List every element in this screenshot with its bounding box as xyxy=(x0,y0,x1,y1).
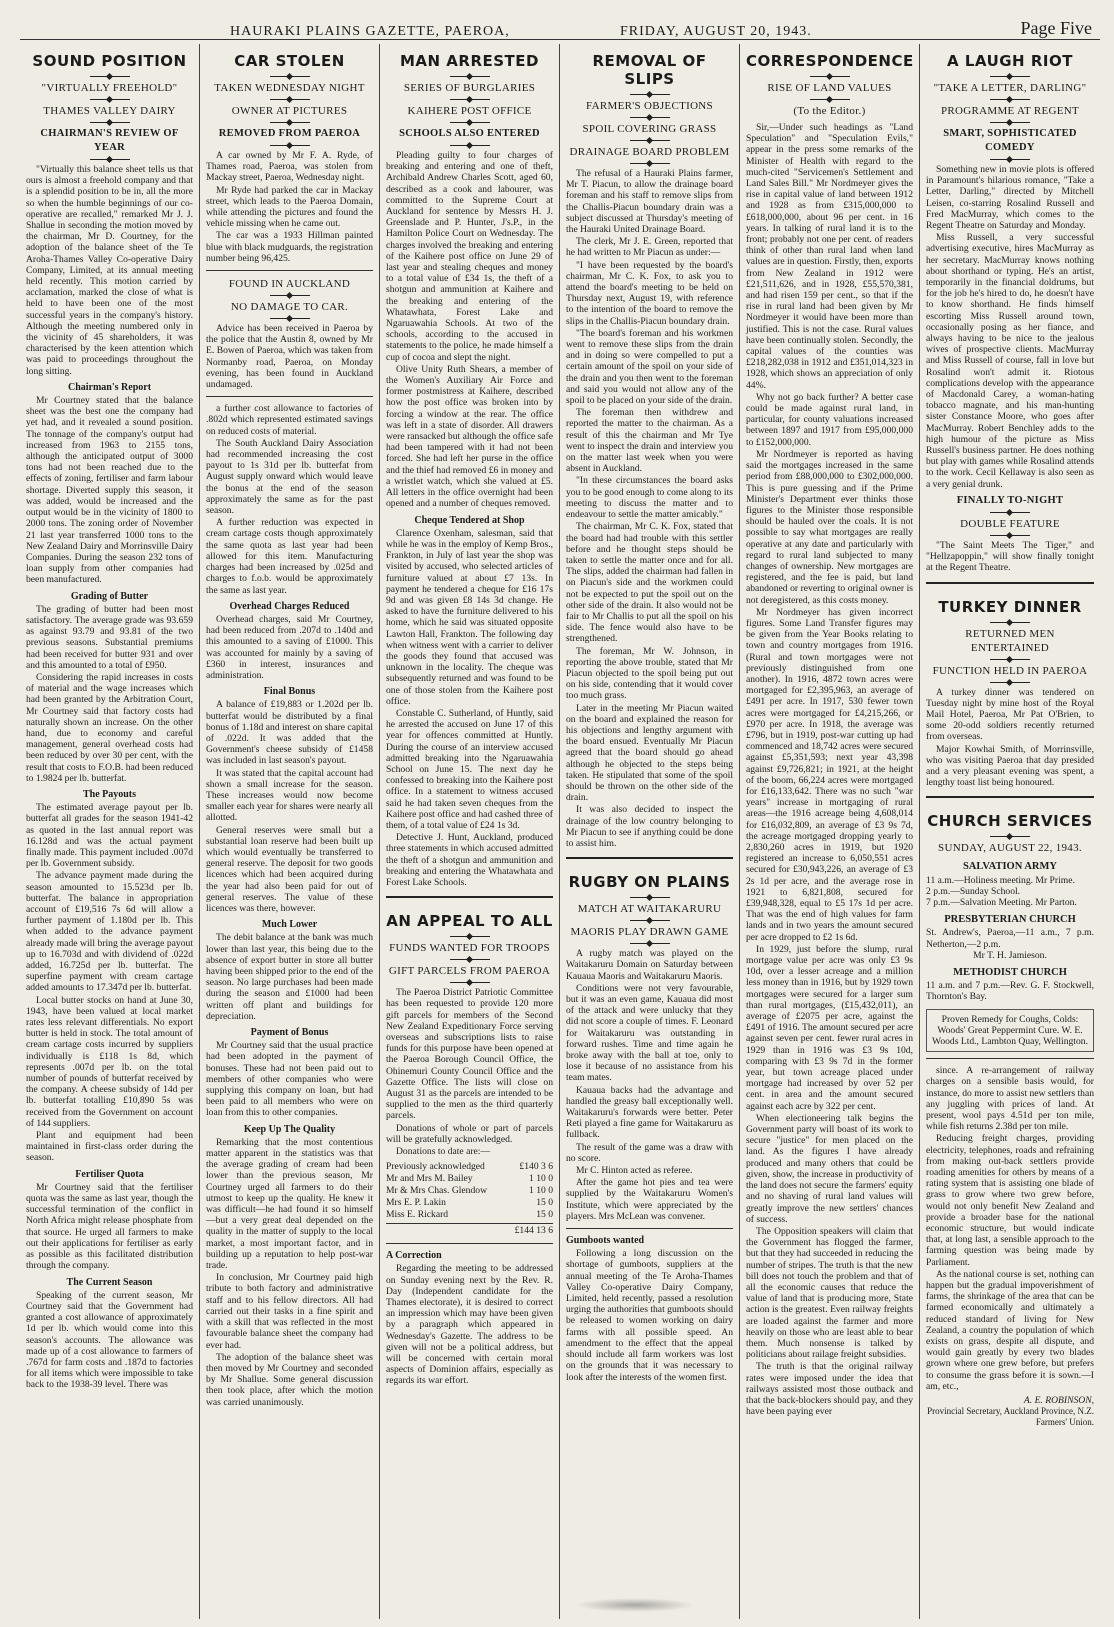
donation-row xyxy=(386,1209,553,1221)
section-title: Overhead Charges Reduced xyxy=(229,600,350,612)
column-4 xyxy=(560,44,740,1619)
divider-rule xyxy=(386,1243,553,1244)
paragraph: Mr Courtney said that the usual practice had been adopted in the payment of bonuses. These had not been paid out to members of other companies who were supplying this company on loan, but had been paid to all members who were on loan from this to other companies. xyxy=(206,1040,373,1119)
paragraph: Mr Courtney said that the fertiliser quota was the same as last year, though the successful termination of the conflict in North Africa might release phosphate from that source. He urged all farmers to make out their applications for fertiliser as early as possible as this facilitated distribution through the company. xyxy=(26,1181,193,1272)
headline: RUGBY ON PLAINS xyxy=(568,873,731,892)
service-line: 11 a.m.—Holiness meeting. Mr Prime. xyxy=(926,874,1075,886)
headline: CHURCH SERVICES xyxy=(927,812,1093,831)
divider-ornament xyxy=(630,94,670,95)
subheadline: MATCH AT WAITAKARURU xyxy=(577,903,722,916)
paragraph: It was stated that the capital account had shown a small increase for the season. These increases would now become smaller each year for shares were nearly all allotted. xyxy=(206,767,373,824)
divider-rule xyxy=(206,396,373,397)
article-man-arrested xyxy=(386,52,553,888)
section-title: Payment of Bonus xyxy=(250,1027,329,1039)
subheadline: THAMES VALLEY DAIRY xyxy=(43,105,176,117)
article-correspondence xyxy=(746,52,913,1417)
paragraph: "In these circumstances the board asks you to be good enough to come along to its meeting to discuss the matter and to endeavour to settle the matter amicably." xyxy=(566,475,733,521)
divider-ornament xyxy=(990,622,1030,623)
subheadline: NO DAMAGE TO CAR. xyxy=(230,301,349,314)
paragraph: Kauaua backs had the advantage and handled the greasy ball exceptionally well. Waitakaruru's forwards were better. Peter Reti played a fine game for Waitakaruru as fullback. xyxy=(566,1084,733,1141)
subheadline: MAORIS PLAY DRAWN GAME xyxy=(570,926,729,939)
paragraph: Remarking that the most contentious matter apparent in the statistics was that the average grading of cream had been lower than the previous season, Mr Courtney urged all farmers to do their utmost to keep up the quality. He knew it was difficult—he had found it so himself—but a very great deal depended on the quality in the matter of supply to the local market, a most important factor, and in building up a reputation to help post-war trade. xyxy=(206,1136,373,1272)
donation-row xyxy=(386,1173,553,1185)
article-car-stolen xyxy=(206,52,373,1408)
service-line: 11 a.m. and 7 p.m.—Rev. G. F. Stockwell, Thornton's Bay. xyxy=(926,980,1094,1003)
paragraph: The truth is that the original railway rates were imposed under the idea that railways assisted most those outback and that the back-blockers should pay, and they have been paying ever xyxy=(746,1361,913,1418)
letter-signature: A. E. ROBINSON, xyxy=(1023,1395,1094,1407)
paragraph: Sir,—Under such headings as "Land Speculation" and "Speculation Evils," appear in the press some remarks of the Minister of Health with regard to the much-cited "Servicemen's Settlement and Land Sales Bill." Mr Nordmeyer gives the rise in capital value of land between 1912 and 1928 as from £315,000,000 to £618,000,000, about 96 per cent. in 16 years. In talking of rural land it is to the front; probably not one per cent. of readers think of other than rural land when land values are in question. Firstly, then, exports from New Zealand in 1912 were £21,511,626, and in 1928, £55,570,381, and had risen 159 per cent., so that if the rise in rural land had been given by Mr Nordmeyer it would have been more than justified. This is not the case. Rural values have been continually stolen. Secondly, the capital values of the counties was £218,282,038 in 1912 and £351,014,323 in 1928, which shows an appreciation of only 44%. xyxy=(746,122,913,391)
donor-name: Previously acknowledged xyxy=(386,1161,485,1173)
paragraph: Why not go back further? A better case could be made against rural land, in particular, for county valuations increased between 1897 and 1917 from £95,000,000 to £152,000,000. xyxy=(746,391,913,448)
headline: AN APPEAL TO ALL xyxy=(386,912,553,931)
donor-name: Mrs E. P. Lakin xyxy=(386,1197,446,1209)
paragraph: The refusal of a Hauraki Plains farmer, Mr T. Piacun, to allow the drainage board foreman and his staff to remove slips from the Challis-Piacun boundary drain was a subject discussed at Thursday's meeting of the Hauraki United Drainage Board. xyxy=(566,168,733,236)
paragraph: In 1929, just before the slump, rural mortgage value per acre was only £3 9s 10d, over a lesser acreage and a million less money than in 1916, but by 1929 town mortgages were secured for a larger sum than rural mortgages, (£15,432,011), an average of £2075 per acre, against the £491 of 1916. The amount secured per acre against seven per cent. fewer rural acres in 1929 than in 1916 was £3 9s 10d, comparing with £3 9s 7d in the former year, but town acreage placed under mortgage had increased by over 52 per cent. in area and the amount secured against each acre by 322 per cent. xyxy=(746,943,913,1112)
divider-ornament xyxy=(270,99,310,100)
subheadline: RISE OF LAND VALUES xyxy=(767,82,892,94)
paragraph: The foreman, Mr W. Johnson, in reporting the above trouble, stated that Mr Piacun objected to the spoil being put out on his side, contending that it would cover too much grass. xyxy=(566,645,733,702)
page-number: Page Five xyxy=(1020,18,1092,38)
column-3 xyxy=(380,44,560,1619)
divider-ornament xyxy=(450,982,490,983)
section-title: Grading of Butter xyxy=(70,590,149,602)
divider-ornament xyxy=(90,99,130,100)
donation-amount: 15 0 xyxy=(536,1209,553,1221)
donation-amount: 1 10 0 xyxy=(529,1185,553,1197)
paragraph: Reducing freight charges, providing electricity, telephones, roads and refraining from making out-back settlers provide roading amenities for others by means of a rating system that is assisting one blade of grass to grow where two grew before, would not only benefit New Zealand and provide a broader base for the national economic structure, but would indicate that, at long last, a sensible approach to the farming question was being made by Parliament. xyxy=(926,1133,1094,1268)
church-name: SALVATION ARMY xyxy=(962,861,1058,873)
article-rugby xyxy=(566,857,733,1383)
headline: SOUND POSITION xyxy=(32,52,187,70)
headline: A LAUGH RIOT xyxy=(947,52,1073,70)
paragraph: The debit balance at the bank was much lower than last year, this being due to the absence of export butter in store all butter having been shipped prior to the end of the season. No large purchases had been made during the season and £1000 had been written off plant and buildings for depreciation. xyxy=(206,932,373,1022)
donation-row xyxy=(386,1161,553,1173)
section-title: A Correction xyxy=(386,1250,442,1262)
paragraph: The car was a 1933 Hillman painted blue with black mudguards, the registration number being 96,425. xyxy=(206,230,373,264)
paragraph: Conditions were not very favourable, but it was an even game, Kauaua did most of the attack and were unlucky that they did not score a couple of times. F. Leonard for Waitakaruru was outstanding in forward rushes. Time and time again he broke away with the ball at toe, only to lose it because of no assistance from his team mates. xyxy=(566,982,733,1084)
paper-title: HAURAKI PLAINS GAZETTE, PAEROA, xyxy=(230,24,510,39)
paragraph: Pleading guilty to four charges of breaking and entering and one of theft, Archibald Andrew Charles Scott, aged 60, described as a cook and labourer, was committed to the Supreme Court at Auckland for sentence by Messrs H. J. Greenslade and P. Hunter, J's.P., in the Hamilton Police Court on Wednesday. The charges involved the breaking and entering of the Kaihere post office on June 29 of last year and stealing cheques and money to a total value of £34 1s, the theft of a shotgun and ammunition at Kaihere and the breaking and entering of the Whatawhata, Forest Lake and Ngaruawahia Schools. At two of the schools, according to the accused in statements to the police, he made himself a cup of cocoa and slept the night. xyxy=(386,150,553,363)
service-line: Mr T. H. Jamieson. xyxy=(973,949,1047,961)
column-1 xyxy=(20,44,200,1619)
subheadline: SERIES OF BURGLARIES xyxy=(403,82,536,94)
donation-total: £144 13 6 xyxy=(386,1223,553,1237)
divider-ornament xyxy=(990,659,1030,660)
section-title: Much Lower xyxy=(261,919,318,931)
subheadline: KAIHERE POST OFFICE xyxy=(407,105,532,117)
divider-ornament xyxy=(450,936,490,937)
column-2 xyxy=(200,44,380,1619)
donation-row xyxy=(386,1197,553,1209)
divider-ornament xyxy=(270,122,310,123)
donation-amount: £140 3 6 xyxy=(519,1161,553,1173)
paragraph: As the national course is set, nothing can happen but the gradual impoverishment of farms, the shrinkage of the area that can be farmed economically and ultimately a reduced standard of living for New Zealand, a country the population of which exists on grass, despite all dispute, and would gain greatly by every two blades grown where one grew before, but prefers to consume the grass before it is sown.—I am, etc., xyxy=(926,1268,1094,1392)
divider-ornament xyxy=(990,99,1030,100)
newspaper-columns xyxy=(20,44,1100,1619)
section-title: Cheque Tendered at Shop xyxy=(414,514,525,526)
subheadline: FUNDS WANTED FOR TROOPS xyxy=(389,942,550,955)
paragraph: A rugby match was played on the Waitakaruru Domain on Saturday between Kauaua Maoris and Waitakaruru Maoris. xyxy=(566,948,733,982)
section-title: The Current Season xyxy=(66,1276,153,1288)
donation-amount: 15 0 xyxy=(536,1197,553,1209)
divider-ornament xyxy=(90,159,130,160)
subheadline: "TAKE A LETTER, DARLING" xyxy=(933,82,1087,94)
divider-rule xyxy=(566,1228,733,1229)
paragraph: Mr Nordmeyer is reported as having said the mortgages increased in the same period from £88,000,000 to £302,000,000. This is pure guessing and if the Prime Minister's Department ever thinks those figures to the Minister those responsible should be hauled over the coals. It is not possible to say what mortgages are really operative at any date and particularly with regard to rural land subjected to many changes of ownership. New mortgages are registered, and the fee is paid, but land abandoned or reverting to original owner is not deregistered, as this costs money. xyxy=(746,448,913,606)
section-title: Chairman's Report xyxy=(67,381,152,393)
headline: MAN ARRESTED xyxy=(399,52,539,70)
subheadline: SMART, SOPHISTICATED COMEDY xyxy=(943,128,1077,153)
issue-date: FRIDAY, AUGUST 20, 1943. xyxy=(620,24,812,39)
paragraph: After the game hot pies and tea were supplied by the Waitakaruru Women's Institute, which were appreciated by the players. Mrs McLean was convener. xyxy=(566,1177,733,1222)
paragraph: Advice has been received in Paeroa by the police that the Austin 8, owned by Mr E. Bowen of Paeroa, which was taken from Normanby road, Paeroa, on Monday evening, has been found in Auckland undamaged. xyxy=(206,323,373,391)
paragraph: "Virtually this balance sheet tells us that ours is almost a freehold company and that is a splendid position to be in, all the more so when the humble beginnings of our co-operative are recalled," remarked Mr J. J. Shallue in seconding the motion moved by the chairman, Mr D. Courtney, for the adoption of the balance sheet of the Te Aroha-Thames Valley Co-operative Dairy Company, Limited, at its annual meeting held recently. This motion carried by acclamation, marked the close of what is held to have been one of the most successful years in the company's history. Although the meeting numbered only in the vicinity of 45 shareholders, it was characterised by the keen attention which was paid to proceedings throughout the long sitting. xyxy=(26,164,193,377)
donor-name: Miss E. Rickard xyxy=(386,1209,449,1221)
divider-ornament xyxy=(270,318,310,319)
article-removal-of-slips xyxy=(566,52,733,849)
divider-ornament xyxy=(810,76,850,77)
paragraph: Donations to date are:— xyxy=(396,1146,491,1158)
paragraph: Later in the meeting Mr Piacun waited on the board and explained the reason for his objections and lengthy argument with the board ensued. Eventually Mr Piacun agreed that the board should go ahead although he objected to the steps being taken. He stipulated that some of the spoil should be thrown on the other side of the drain. xyxy=(566,702,733,804)
service-line: St. Andrew's, Paeroa,—11 a.m., 7 p.m. Netherton,—2 p.m. xyxy=(926,927,1094,950)
divider-ornament xyxy=(90,76,130,77)
divider-ornament xyxy=(990,122,1030,123)
paragraph: A balance of £19,883 or 1.202d per lb. butterfat would be distributed by a final bonus of 1.18d and interest on share capital of .022d. It was added that the Government's cheese subsidy of £1458 was included in last season's payout. xyxy=(206,699,373,767)
paragraph: Detective J. Hunt, Auckland, produced three statements in which accused admitted the theft of a shotgun and ammunition and breaking and entering the Whatawhata and Forest Lake Schools. xyxy=(386,832,553,888)
subheadline: OWNER AT PICTURES xyxy=(231,105,348,117)
divider-ornament xyxy=(270,76,310,77)
paragraph: The clerk, Mr J. E. Green, reported that he had written to Mr Piacun as under:— xyxy=(566,236,733,259)
section-title: Final Bonus xyxy=(263,686,316,698)
divider-ornament xyxy=(630,943,670,944)
subheadline: "VIRTUALLY FREEHOLD" xyxy=(41,82,178,94)
subheadline: CHAIRMAN'S REVIEW OF YEAR xyxy=(40,128,179,153)
donor-name: Mr and Mrs M. Bailey xyxy=(386,1173,473,1185)
subheadline: PROGRAMME AT REGENT xyxy=(940,105,1080,117)
divider-ornament xyxy=(450,959,490,960)
paragraph: Mr C. Hinton acted as referee. xyxy=(576,1165,693,1177)
divider-ornament xyxy=(810,99,850,100)
subheadline: REMOVED FROM PAEROA xyxy=(218,128,361,139)
paragraph: The result of the game was a draw with no score. xyxy=(566,1141,733,1164)
divider-ornament xyxy=(990,512,1030,513)
paragraph: "I have been requested by the board's chairman, Mr C. K. Fox, to ask you to attend the board's meeting to be held on Thursday next, August 19, with reference to the intention of the board to remove the slips in the Challis-Piacun boundary drain. xyxy=(566,259,733,327)
paragraph: The foreman then withdrew and reported the matter to the chairman. As a result of this the chairman and Mr Tye went to inspect the drain and interview you on the matter last week when you were absent in Auckland. xyxy=(566,407,733,475)
paragraph: Plant and equipment had been maintained in first-class order during the season. xyxy=(26,1130,193,1164)
church-name: PRESBYTERIAN CHURCH xyxy=(944,914,1076,926)
donation-row xyxy=(386,1185,553,1197)
divider-ornament xyxy=(630,897,670,898)
divider-ornament xyxy=(450,145,490,146)
divider-rule xyxy=(206,270,373,271)
paragraph: The advance payment made during the season amounted to 15.523d per lb. butterfat. The balance in appropriation account of £19,516 7s 6d will allow a further payment of 1.180d per lb. This when added to the advance payment already made will bring the average payout up to 16.703d and with dividend of .022d added, 16.725d per lb. butterfat. The superfine payment with cream cartage added amounts to 17.347d per lb. butterfat. xyxy=(26,870,193,994)
donations-list xyxy=(386,1161,553,1237)
paragraph: Donations of whole or part of parcels will be gratefully acknowledged. xyxy=(386,1122,553,1145)
paragraph: The grading of butter had been most satisfactory. The average grade was 93.659 as against 93.79 and 93.81 of the two previous seasons. Substantial premiums had been received for butter 931 and over and this amounted to a total of £950. xyxy=(26,603,193,671)
paragraph: The Paeroa District Patriotic Committee has been requested to provide 120 more gift parcels for members of the Second New Zealand Expeditionary Force serving overseas and subscriptions lists to raise funds for this purpose have been opened at the Paeroa Borough Council Office, the Ohinemuri County Council Office and the Gazette Office. The lists will close on August 31 as the parcels are intended to be supplied to the men as the third quarterly parcels. xyxy=(386,987,553,1122)
paragraph: Mr Nordmeyer has given incorrect figures. Some Land Transfer figures may be given from the Year Books relating to town and country mortgages from 1916. (Rural and town mortgages were not previously distinguished from one another). In 1916, 4872 town acres were mortgaged for £2,395,963, an average of £491 per acre. In 1917, 530 fewer town acres were mortgaged for £4,215,266, or £970 per acre. In 1918, the average was £796, but in 1919, post-war cutting up had commenced and 18,742 acres were secured against £5,351,593; next year 43,398 against £9,726,821; in 1921, at the height of the boom, 66,224 acres were mortgaged for £16,133,642. There was no such "war years" increase in mortgaging of rural areas—the 1916 acreage being 4,608,014 for £16,032,809, an average of £3 9s 7d, the acreage mortgaged dropping yearly to 2,830,260 acres in 1919, but 1920 registered an increase to 6,050,551 acres secured for £30,943,226, an average of £3 2s 1d per acre, and the average rose in 1921 to 6,821,808, secured for £39,948,328, equal to £5 17s 1d per acre. That was the end of high values for farm lands and in two years the amount secured per acre dropped to £2 1s 6d. xyxy=(746,606,913,943)
church-name: METHODIST CHURCH xyxy=(953,966,1067,978)
subheadline: SUNDAY, AUGUST 22, 1943. xyxy=(938,842,1082,855)
signatory-title: Provincial Secretary, Auckland Province, N.Z. Farmers' Union. xyxy=(927,1406,1094,1428)
headline: CORRESPONDENCE xyxy=(746,52,914,70)
masthead xyxy=(20,14,1100,40)
paragraph: "The board's foreman and his workmen went to remove these slips from the drain and in doing so were compelled to put a certain amount of the spoil on your side of the drain and you then went to the foreman and said you would not allow any of the spoil to be placed on your side of the drain. xyxy=(566,327,733,407)
column-5 xyxy=(740,44,920,1619)
paragraph: Mr Courtney stated that the balance sheet was the best one the company had yet had, and it revealed a sound position. The tonnage of the company's output had increased from 1963 to 2155 tons, although the anticipated output of 3000 tons had not been reached due to the effects of zoning, fertiliser and farm labour shortage. Diverted supply this season, it was added, would be increased and the output would be in the vicinity of 1800 to 2000 tons. The zoning order of November 21 last year transferred 1000 tons to the New Zealand Dairy and Morrinsville Dairy Companies. During the season 232 tons of loan supply from other companies had been manufactured. xyxy=(26,395,193,586)
paragraph: Speaking of the current season, Mr Courtney said that the Government had granted a cost allowance of approximately 1d per lb. which would come into this season's accounts. The allowance was made up of a cost allowance to farmers of .767d for farm costs and .187d to factories for all items which were impossible to take back to the 1938-39 level. There was xyxy=(26,1289,193,1391)
paragraph: Constable C. Sutherland, of Huntly, said he arrested the accused on June 17 of this year for offences committed at Huntly. During the course of an interview accused admitted breaking into the Ngaruawahia School on June 15. The next day he confessed to breaking into the Kaihere post office. In a statement to witness accused said he had taken seven cheques from the Kaihere post office and had cashed three of them, of a total value of £24 1s 3d. xyxy=(386,707,553,831)
ink-smudge xyxy=(575,1598,695,1612)
salutation: (To the Editor.) xyxy=(793,105,866,117)
paragraph: Overhead charges, said Mr Courtney, had been reduced from .207d to .140d and this amounted to a saving of £1000. This was accounted for mainly by a saving of £360 in interest, insurances and administration. xyxy=(206,613,373,681)
paragraph: Local butter stocks on hand at June 30, 1943, have been valued at local market rates less relevant differentials. No export butter is held in stock. The total amount of cream cartage costs incurred by suppliers individually is £118 1s 8d, which represents .007d per lb. on the total number of pounds of butterfat received by the company. A cheese subsidy of 14d per lb. butterfat totalling £10,890 5s was received from the Government on account of 144 suppliers. xyxy=(26,994,193,1129)
divider-ornament xyxy=(90,122,130,123)
divider-ornament xyxy=(630,163,670,164)
paragraph: A further reduction was expected in cream cartage costs though approximately the same quota as last year had been allowed for this item. Manufacturing charges had been increased by .025d and charges to f.o.b. would be approximately the same as last year. xyxy=(206,517,373,596)
paragraph: The estimated average payout per lb. butterfat all grades for the season 1941-42 as quoted in the last annual report was 16.128d and was the actual payment finally made. This payment included .007d per lb. Government subsidy. xyxy=(26,802,193,870)
subheadline: DOUBLE FEATURE xyxy=(960,517,1060,530)
divider-ornament xyxy=(450,99,490,100)
paragraph: Olive Unity Ruth Shears, a member of the Women's Auxiliary Air Force and former postmistress at Kaihere, described how the post office was broken into by forcing a window at the rear. The office was left in a state of disorder. All drawers were ransacked but although the office safe had been tampered with it had not been forced. She had left her purse in the office and the thief had removed £6 in money and a wristlet watch, which she valued at £5. All letters in the office overnight had been opened and a number of cheques removed. xyxy=(386,363,553,510)
paragraph: When electioneering talk begins the Government party will boast of its work to secure "justice" for men placed on the land. As the figures I have already produced and many others that could be given, show, the increase in productivity of the land does not secure the farmers' equity and no shaving of rural land values will greatly improve the new settlers' chances of success. xyxy=(746,1112,913,1225)
paragraph: A turkey dinner was tendered on Tuesday night by mine host of the Royal Mail Hotel, Paeroa, Mr Pat O'Brien, to some 20-odd soldiers recently returned from overseas. xyxy=(926,686,1094,743)
service-line: 7 p.m.—Salvation Meeting. Mr Parton. xyxy=(926,896,1077,908)
subheadline: SCHOOLS ALSO ENTERED xyxy=(399,128,540,139)
subheadline: FUNCTION HELD IN PAEROA xyxy=(932,664,1088,677)
paragraph: The Opposition speakers will claim that the Government has flogged the farmer, but that they had succeeded in reducing the number of stripes. The truth is that the new bill does not touch the problem and that of all the economic causes that reduce the value of land that is producing more, State action is the greatest. Even railway freights are loaded against the farmer and more heavily on those who are least able to bear them. Much nonsense is talked by politicians about railage freight subsidies. xyxy=(746,1225,913,1361)
paragraph: General reserves were small but a substantial loan reserve had been built up which would eventually be transferred to general reserve. The deposit for two goods licences which had been acquired during the year had also been paid for out of general reserves. The value of these licences was there, however. xyxy=(206,824,373,914)
subheadline: RETURNED MEN ENTERTAINED xyxy=(965,627,1055,654)
paragraph: In conclusion, Mr Courtney paid high tribute to both factory and administrative staff and to his fellow directors. All had carried out their tasks in a fine spirit and with a skill that was reflected in the most favourable balance sheet the company had ever had. xyxy=(206,1272,373,1351)
paragraph: "The Saint Meets The Tiger," and "Hellzapoppin," will show finally tonight at the Regent Theatre. xyxy=(926,539,1094,574)
divider-ornament xyxy=(630,140,670,141)
article-church-services xyxy=(926,796,1094,1428)
section-title: Keep Up The Quality xyxy=(243,1123,336,1135)
divider-ornament xyxy=(450,76,490,77)
subheadline: DRAINAGE BOARD PROBLEM xyxy=(569,146,730,158)
divider-ornament xyxy=(990,836,1030,837)
divider-ornament xyxy=(270,295,310,296)
section-title: The Payouts xyxy=(82,788,137,800)
subheadline: GIFT PARCELS FROM PAEROA xyxy=(388,965,551,978)
subheadline: FINALLY TO-NIGHT xyxy=(956,494,1064,506)
paragraph: Considering the rapid increases in costs of material and the wage increases which had been granted by the Arbitration Court, Mr Courtney said that factory costs had naturally shown an increase. On the other hand, due to economy and careful management, general overhead costs had been reduced by over 30 per cent, with the result that costs to F.O.B. had been reduced to 1.9824 per lb. butterfat. xyxy=(26,671,193,784)
divider-rule xyxy=(926,1058,1094,1059)
divider-ornament xyxy=(630,117,670,118)
section-title: Gumboots wanted xyxy=(566,1235,645,1247)
paragraph: Following a long discussion on the shortage of gumboots, suppliers at the annual meeting of the Te Aroha-Thames Valley Co-operative Dairy Company, Limited, held recently, passed a resolution urging the authorities that gumboots should be released to women working on dairy farms with all possible speed. An amendment to the effect that the appeal should include all farm workers was lost on the grounds that it was necessary to look after the interests of the women first. xyxy=(566,1248,733,1383)
article-laugh-riot xyxy=(926,52,1094,574)
divider-ornament xyxy=(990,682,1030,683)
subheadline: FOUND IN AUCKLAND xyxy=(228,278,351,291)
paragraph: The adoption of the balance sheet was then moved by Mr Courtney and seconded by Mr Shallue. Some general discussion then took place, after which the motion was carried unanimously. xyxy=(206,1351,373,1408)
divider-ornament xyxy=(270,145,310,146)
subheadline: FARMER'S OBJECTIONS xyxy=(586,100,713,112)
paragraph: It was also decided to inspect the drainage of the low country belonging to Mr Piacun to see if anything could be done to assist him. xyxy=(566,804,733,849)
article-appeal xyxy=(386,896,553,1386)
paragraph: The chairman, Mr C. K. Fox, stated that the board had had trouble with this settler before and he thought steps should be taken to settle the matter once and for all. The slips, added the chairman had fallen in on Piacun's side and the workmen could not be expected to put the spoil out on the other side of the drain. It also would not be fair to Mr Challis to put all the spoil on his side. The fence would also have to be strengthened. xyxy=(566,521,733,645)
subheadline: TAKEN WEDNESDAY NIGHT xyxy=(214,82,365,94)
headline: REMOVAL OF SLIPS xyxy=(592,52,707,88)
paragraph: since. A re-arrangement of railway charges on a sensible basis would, for instance, do more to assist new settlers than any juggling with prices of land. At present, wool pays 4.51d per ton mile, while fish returns 2.38d per ton mile. xyxy=(926,1065,1094,1133)
section-title: Fertiliser Quota xyxy=(75,1168,144,1180)
divider-ornament xyxy=(450,122,490,123)
divider-ornament xyxy=(990,535,1030,536)
donation-amount: 1 10 0 xyxy=(529,1173,553,1185)
paragraph: The South Auckland Dairy Association had recommended increasing the cost payout to 1s 31d per lb. butterfat from August supply onward which would leave the bonus at the end of the season approximately the same as for the past season. xyxy=(206,437,373,517)
column-6 xyxy=(920,44,1100,1619)
cough-remedy-advertisement: Proven Remedy for Coughs, Colds: Woods' Great Peppermint Cure. W. E. Woods Ltd., Lambton Quay, Wellington. xyxy=(926,1009,1094,1053)
paragraph: Mr Ryde had parked the car in Mackay street, which leads to the Paeroa Domain, while attending the pictures and found the vehicle missing when he came out. xyxy=(206,184,373,230)
paragraph: a further cost allowance to factories of .802d which represented estimated savings on reduced costs of material. xyxy=(206,403,373,437)
article-sound-position xyxy=(26,52,193,1391)
paragraph: A car owned by Mr F. A. Ryde, of Thames road, Paeroa, was stolen from Mackay street, Paeroa, Wednesday night. xyxy=(206,150,373,184)
divider-ornament xyxy=(990,76,1030,77)
headline: CAR STOLEN xyxy=(234,52,345,70)
paragraph: Something new in movie plots is offered in Paramount's hilarious romance, "Take a Letter, Darling," directed by Mitchell Leisen, co-starring Rosalind Russell and Fred MacMurray, which comes to the Regent Theatre on Saturday and Monday. xyxy=(926,164,1094,232)
service-line: 2 p.m.—Sunday School. xyxy=(926,885,1021,897)
donor-name: Mr & Mrs Chas. Glendow xyxy=(386,1185,487,1197)
paragraph: Regarding the meeting to be addressed on Sunday evening next by the Rev. R. Day (Independent candidate for the Thames electorate), it is desired to correct an impression which may have been given by a paragraph which appeared in Wednesday's Gazette. The address to be given will not be a political address, but will be concerned with certain moral aspects of Dominion affairs, especially as regards its war effort. xyxy=(386,1263,553,1387)
paragraph: Miss Russell, a very successful advertising executive, hires MacMurray as her secretary. MacMurray knows nothing about shorthand or typing. He's an artist, temporarily in the financial doldrums, but for the job he's hired to do, he doesn't have to know shorthand. He finds himself escorting Miss Russell around town, occasionally posing as her fiance, and always having to be nice to the jealous wives of prospective clients. MacMurray and Miss Russell of course, fall in love but Rosalind won't admit it. Riotous complications develop with the appearance of Macdonald Carey, a woman-hating tobacco magnate, and his man-hunting sister Constance Moore, who goes after MacMurray. Robert Benchley adds to the high humour of the picture as Miss Russell's business partner. He does nothing but play with games while Rosalind attends to the work. Cecil Kellaway is also seen as a very genial drunk. xyxy=(926,232,1094,490)
article-turkey-dinner xyxy=(926,582,1094,789)
headline: TURKEY DINNER xyxy=(938,597,1082,616)
divider-ornament xyxy=(630,920,670,921)
divider-ornament xyxy=(990,159,1030,160)
paragraph: Major Kowhai Smith, of Morrinsville, who was visiting Paeroa that day presided and a very pleasant evening was spent, a lengthy toast list being honoured. xyxy=(926,743,1094,789)
paragraph: Clarence Oxenham, salesman, said that while he was in the employ of Kemp Bros., Frankton, in July of last year the shop was visited by accused, who selected articles of furniture valued at about £7 13s. In payment he tendered a cheque for £16 17s 9d and was given £8 14s 3d change. He asked to have the furniture delivered to his home, which he said was situated opposite Lawton Hall, Frankton. The following day when witness went with a carrier to deliver the goods they found that accused was unknown in the locality. The cheque was subsequently returned and was found to be one of those stolen from the Kaihere post office. xyxy=(386,527,553,707)
subheadline: SPOIL COVERING GRASS xyxy=(582,123,717,135)
